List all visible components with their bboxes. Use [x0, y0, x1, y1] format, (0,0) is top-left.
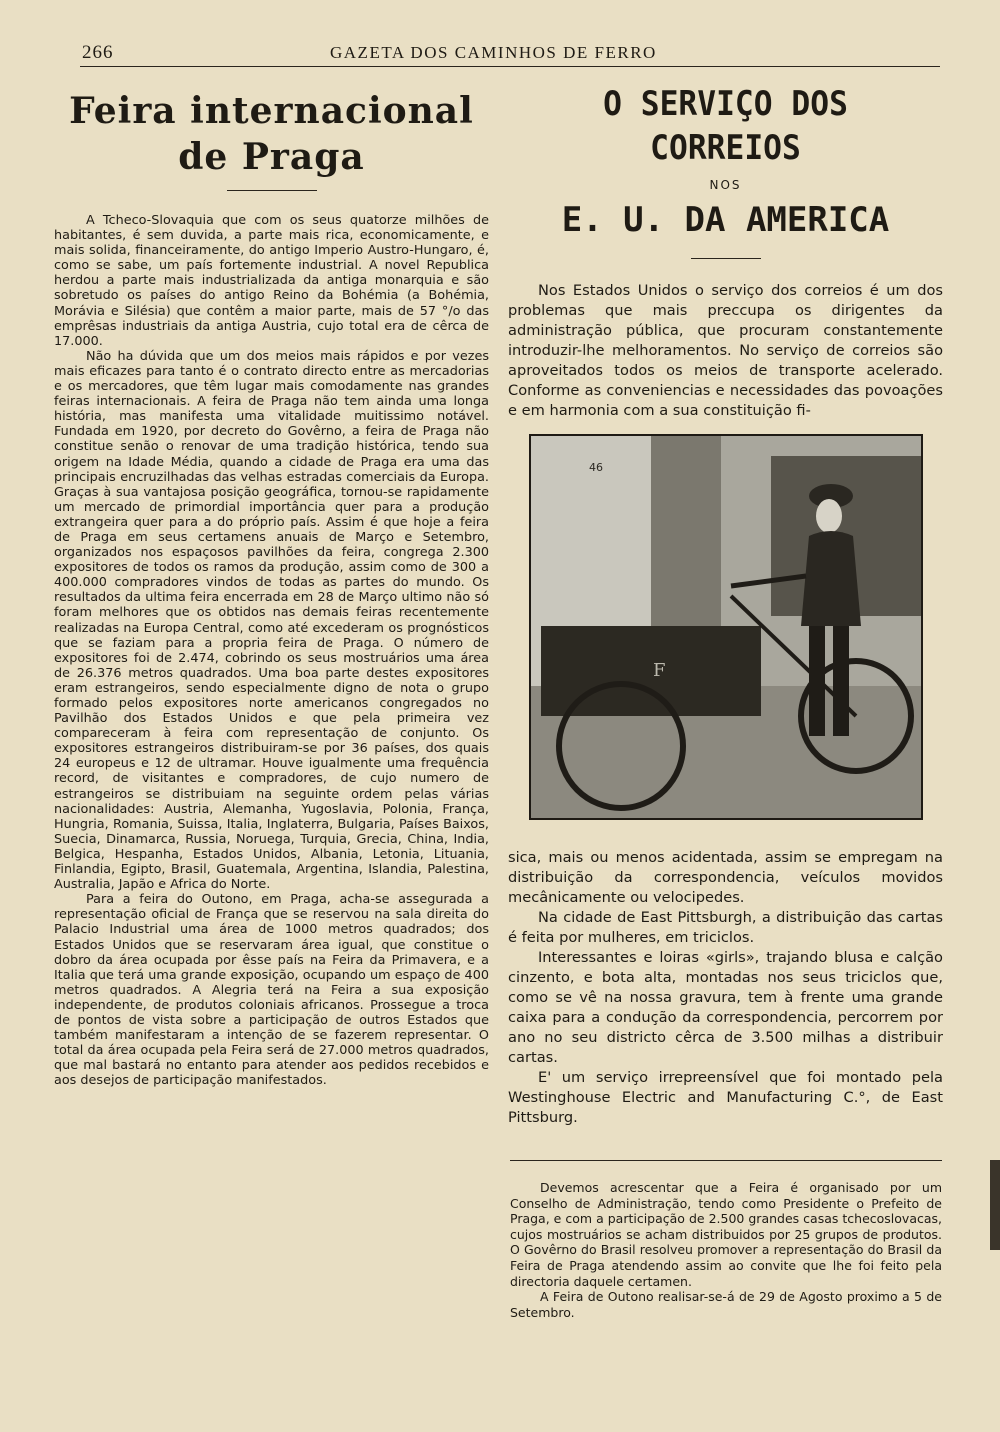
right-article-body	[508, 848, 943, 1128]
left-paragraph: Não ha dúvida que um dos meios mais rápidos e por vezes mais eficazes para tanto é o contrato directo entre as mercadorias e os mercadores, que têm lugar mais comodamente nas grandes feiras internacionais. A feira de Praga não tem ainda uma longa história, mas manifesta uma vitalidade muitissimo notável. Fundada em 1920, por decreto do Govêrno, a feira de Praga não constitue senão o renovar de uma tradição histórica, tendo sua origem na Idade Média, quando a cidade de Praga era uma das principais encruzilhadas das velhas estradas comerciais da Europa. Graças à sua vantajosa posição geográfica, tornou-se rapidamente um mercado de primordial importância quer para a produção extrangeira quer para a do próprio país. Assim é que hoje a feira de Praga em seus certamens anuais de Março e Setembro, organizados nos espaçosos pavilhões da feira, congrega 2.300 expositores de todos os ramos da produção, assim como de 300 a 400.000 compradores vindos de todas as partes do mundo. Os resultados da ultima feira encerrada em 28 de Março ultimo não só foram melhores que os obtidos nas demais feiras recentemente realizadas na Europa Central, como até excederam os prognósticos que se faziam para a propria feira de Praga. O número de expositores foi de 2.474, cobrindo os seus mostruários uma área de 26.376 metros quadrados. Uma boa parte destes expositores eram estrangeiros, sendo especialmente digno de nota o grupo formado pelos expositores norte americanos congregados no Pavilhão dos Estados Unidos e que pela primeira vez compareceram à feira com representação de conjunto. Os expositores estrangeiros distribuiram-se por 36 países, dos quais 24 europeus e 12 de ultramar. Houve igualmente uma frequência record, de visitantes e compradores, de cujo numero de estrangeiros se distribuiam na seguinte ordem pelas várias nacionalidades: Austria, Alemanha, Yugoslavia, Polonia, França, Hungria, Romania, Suissa, Italia, Inglaterra, Bulgaria, Países Baixos, Suecia, Dinamarca, Russia, Noruega, Turquia, Grecia, China, India, Belgica, Hespanha, Estados Unidos, Albania, Letonia, Lituania, Finlandia, Egipto, Brasil, Guatemala, Argentina, Islandia, Palestina, Australia, Japão e Africa do Norte.	[54, 348, 489, 893]
title-divider	[227, 190, 317, 191]
left-paragraph: Para a feira do Outono, em Praga, acha-se assegurada a representação oficial de França que se reservou na sala direita do Palacio Industrial uma área de 1000 metros quadrados; dos Estados Unidos que se reservaram área igual, que constitue o dobro da área ocupada por êsse país na Feira da Primavera, e a Italia que terá uma grande exposição, ocupando um espaço de 400 metros quadrados. A Alegria terá na Feira a sua exposição independente, de produtos coloniais africanos. Prossegue a troca de pontos de vista sobre a participação de outros Estados que também manifestaram a intenção de se fazerem representar. O total da área ocupada pela Feira será de 27.000 metros quadrados, que mal bastará no entanto para atender aos pedidos recebidos e aos desejos de participação manifestados.	[54, 892, 489, 1089]
box-number-label: 46	[589, 461, 603, 474]
right-article-title-2: E. U. DA AMERICA	[561, 200, 890, 240]
right-paragraph: sica, mais ou menos acidentada, assim se empregam na distribuição da correspondencia, veículos movidos mecânicamente ou velocipedes.	[508, 849, 943, 906]
left-title-line2: de Praga	[178, 136, 365, 178]
page-header	[80, 40, 940, 67]
left-paragraph: A Tcheco-Slovaquia que com os seus quatorze milhões de habitantes, é sem duvida, a parte mais rica, economicamente, e mais solida, financeiramente, do antigo Imperio Austro-Hungaro, é, como se sabe, um país fortemente industrial. A novel Republica herdou a parte mais industrializada da antiga monarquia e são sobretudo os países do antigo Reino da Bohémia (a Bohémia, Morávia e Silésia) que contêm a maior parte, mais de 57 °/o das emprêsas industriais da antiga Austria, cujo total era de cêrca de 17.000.	[54, 213, 489, 349]
addendum-note	[510, 1180, 942, 1320]
left-article-body	[54, 213, 489, 1088]
right-paragraph: Na cidade de East Pittsburgh, a distribuição das cartas é feita por mulheres, em triciclos.	[508, 909, 943, 946]
note-paragraph: Devemos acrescentar que a Feira é organisado por um Conselho de Administração, tendo como Presidente o Prefeito de Praga, e com a participação de 2.500 grandes casas tchecoslovacas, cujos mostruários se acham distribuidos por 25 grupos de produtos. O Govêrno do Brasil resolveu promover a representação do Brasil da Feira de Praga atendendo assim ao convite que lhe foi feito pela directoria daquele certamen.	[510, 1180, 942, 1289]
left-article-title	[54, 88, 489, 180]
tricycle-photo	[529, 434, 923, 820]
right-paragraph: Nos Estados Unidos o serviço dos correios é um dos problemas que mais preccupa os dirigentes da administração pública, que procuram constantemente introduzir-lhe melhoramentos. No serviço de correios são aproveitados todos os meios de transporte acelerado. Conforme as conveniencias e necessidades das povoações e em harmonia com a sua constituição fi-	[508, 282, 943, 419]
left-title-line1: Feira internacional	[69, 90, 474, 132]
right-article	[508, 82, 943, 421]
right-article-subtitle: NOS	[709, 178, 742, 192]
tricycle-illustration	[531, 436, 921, 818]
title-divider	[691, 258, 761, 259]
publication-title: GAZETA DOS CAMINHOS DE FERRO	[330, 43, 657, 62]
page-number: 266	[82, 42, 114, 63]
right-paragraph: Interessantes e loiras «girls», trajando blusa e calção cinzento, e bota alta, montadas nos seus triciclos que, como se vê na nossa gravura, tem à frente uma grande caixa para a condução da correspondencia, percorrem por ano no seu districto cêrca de 3.500 milhas a distribuir cartas.	[508, 949, 943, 1066]
box-letter-label: F	[653, 660, 666, 681]
right-article-title: O SERVIÇO DOS CORREIOS	[603, 84, 848, 168]
note-divider	[510, 1160, 942, 1161]
right-paragraph: E' um serviço irrepreensível que foi montado pela Westinghouse Electric and Manufacturing C.°, de East Pittsburg.	[508, 1069, 943, 1126]
note-paragraph: A Feira de Outono realisar-se-á de 29 de Agosto proximo a 5 de Setembro.	[510, 1289, 942, 1320]
right-article-intro	[508, 281, 943, 421]
left-article	[54, 88, 489, 1088]
page-edge-mark	[990, 1160, 1000, 1250]
